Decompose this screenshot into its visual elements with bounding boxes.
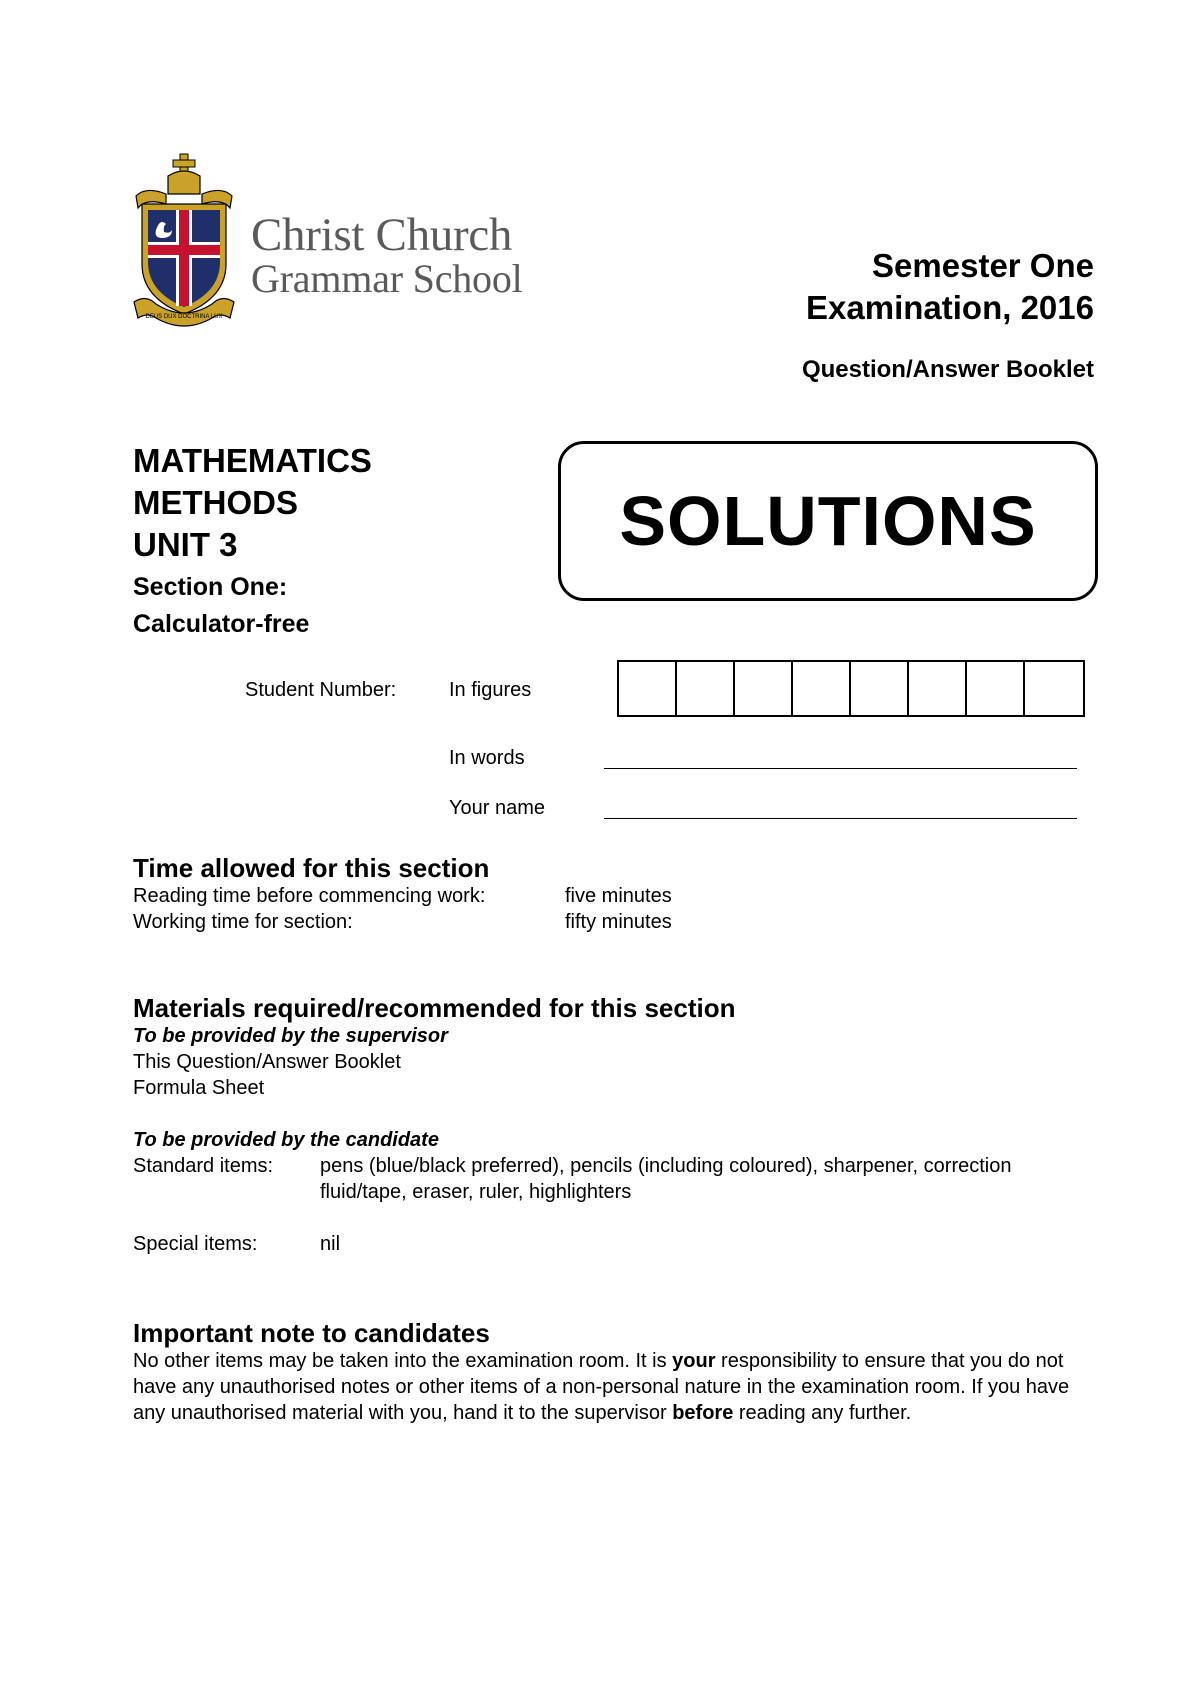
exam-title bbox=[806, 245, 1094, 329]
note-text: No other items may be taken into the examination room. It is bbox=[133, 1350, 673, 1372]
student-number-boxes[interactable] bbox=[617, 660, 1085, 717]
your-name-label: Your name bbox=[449, 797, 545, 819]
subject-title bbox=[133, 440, 372, 566]
supervisor-item: This Question/Answer Booklet bbox=[133, 1051, 401, 1073]
materials-heading: Materials required/recommended for this section bbox=[133, 993, 736, 1023]
school-name-line2: Grammar School bbox=[251, 256, 523, 301]
section-name: Section One: bbox=[133, 573, 288, 601]
standard-items-line1: pens (blue/black preferred), pencils (including coloured), sharpener, correction bbox=[320, 1155, 1012, 1177]
digit-box[interactable] bbox=[1025, 662, 1083, 715]
school-crest-logo bbox=[132, 152, 236, 332]
in-figures-label: In figures bbox=[449, 679, 532, 701]
reading-time-label: Reading time before commencing work: bbox=[133, 885, 486, 907]
section-type: Calculator-free bbox=[133, 610, 310, 638]
note-text: responsibility to ensure that you do not have any unauthorised notes or other items of a non-personal nature in the examination room. If you have any unauthorised material with you, hand it to the supervisor bbox=[133, 1350, 1070, 1424]
working-time-value: fifty minutes bbox=[565, 911, 672, 933]
candidate-heading: To be provided by the candidate bbox=[133, 1129, 439, 1151]
note-emphasis: your bbox=[672, 1350, 716, 1372]
standard-items-label: Standard items: bbox=[133, 1155, 274, 1177]
semester-text: Semester One bbox=[872, 247, 1094, 284]
solutions-label: SOLUTIONS bbox=[619, 482, 1037, 560]
special-items-label: Special items: bbox=[133, 1233, 258, 1255]
digit-box[interactable] bbox=[851, 662, 909, 715]
time-heading: Time allowed for this section bbox=[133, 853, 490, 883]
crest-motto: DEUS DUX DOCTRINA LUX bbox=[145, 314, 223, 320]
digit-box[interactable] bbox=[677, 662, 735, 715]
reading-time-value: five minutes bbox=[565, 885, 672, 907]
note-emphasis: before bbox=[672, 1402, 734, 1424]
digit-box[interactable] bbox=[735, 662, 793, 715]
in-words-label: In words bbox=[449, 747, 525, 769]
booklet-type: Question/Answer Booklet bbox=[801, 356, 1094, 383]
examination-text: Examination, 2016 bbox=[806, 289, 1094, 326]
note-heading: Important note to candidates bbox=[133, 1318, 490, 1348]
special-items-value: nil bbox=[320, 1233, 341, 1255]
solutions-box bbox=[558, 441, 1098, 601]
digit-box[interactable] bbox=[793, 662, 851, 715]
your-name-line[interactable] bbox=[604, 818, 1077, 819]
section-title bbox=[133, 569, 309, 643]
subject-line2: METHODS bbox=[133, 484, 298, 521]
digit-box[interactable] bbox=[967, 662, 1025, 715]
school-name-line1: Christ Church bbox=[251, 209, 513, 261]
supervisor-heading: To be provided by the supervisor bbox=[133, 1025, 448, 1047]
subject-line3: UNIT 3 bbox=[133, 526, 238, 563]
student-number-label: Student Number: bbox=[245, 679, 397, 701]
digit-box[interactable] bbox=[619, 662, 677, 715]
in-words-line[interactable] bbox=[604, 768, 1077, 769]
working-time-label: Working time for section: bbox=[133, 911, 353, 933]
note-text: reading any further. bbox=[733, 1402, 912, 1424]
note-paragraph bbox=[133, 1348, 1078, 1426]
standard-items-line2: fluid/tape, eraser, ruler, highlighters bbox=[320, 1181, 632, 1203]
subject-line1: MATHEMATICS bbox=[133, 442, 372, 479]
digit-box[interactable] bbox=[909, 662, 967, 715]
supervisor-item: Formula Sheet bbox=[133, 1077, 265, 1099]
